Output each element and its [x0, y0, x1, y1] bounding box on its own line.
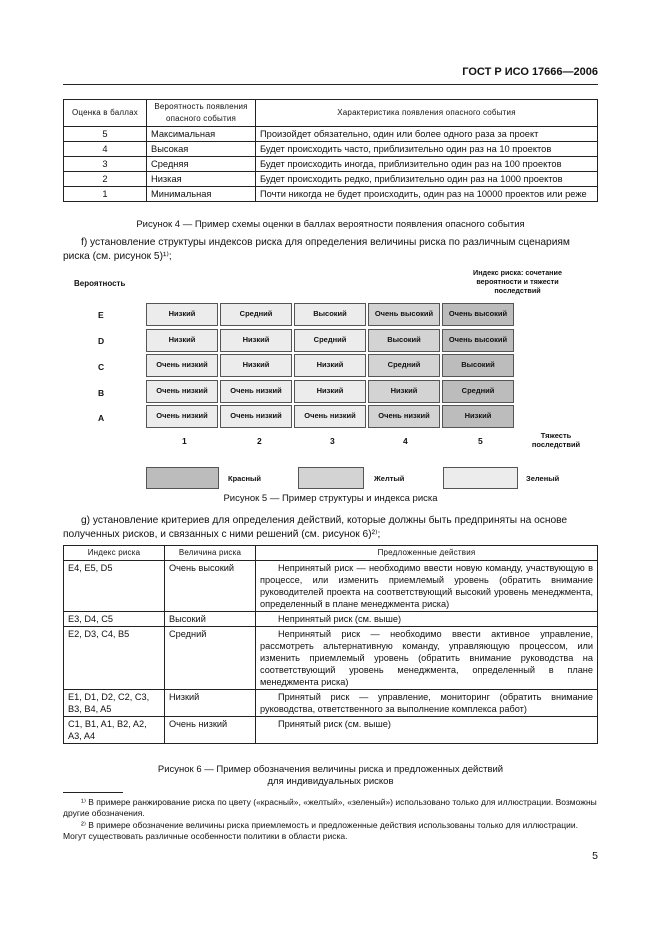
table-header: Индекс риска: [64, 546, 165, 561]
risk-cell: Очень низкий: [146, 405, 218, 428]
table-cell: E1, D1, D2, C2, C3, B3, B4, A5: [64, 690, 165, 717]
table-cell: Средняя: [147, 157, 256, 172]
risk-cell: Низкий: [220, 329, 292, 352]
risk-cell: Низкий: [220, 354, 292, 377]
table-row: [64, 561, 598, 612]
footnote-2: ²⁾ В примере обозначение величины риска приемлемость и предложенные действия использованы только для иллюстрации. Могут существовать различные особенности политики в области риска.: [63, 820, 578, 841]
risk-actions-table: [63, 545, 598, 744]
document-id: ГОСТ Р ИСО 17666—2006: [462, 66, 598, 78]
risk-cell: Средний: [368, 354, 440, 377]
risk-cell: Средний: [294, 329, 366, 352]
risk-cell: Очень низкий: [220, 380, 292, 403]
risk-cell: Очень низкий: [146, 380, 218, 403]
figure-4-caption: Рисунок 4 — Пример схемы оценки в баллах вероятности появления опасного события: [136, 219, 525, 230]
table-row: [64, 717, 598, 744]
footnote-1: ¹⁾ В примере ранжирование риска по цвету («красный», «желтый», «зеленый») использовано только для иллюстрации. Возможны другие обозначения.: [63, 797, 597, 818]
table-cell: 5: [64, 127, 147, 142]
legend-swatch-green: [443, 467, 518, 489]
caption-line: Рисунок 6 — Пример обозначения величины риска и предложенных действий: [157, 764, 504, 775]
table-cell: Будет происходить иногда, приблизительно один раз на 100 проектов: [256, 157, 598, 172]
table-cell: Низкая: [147, 172, 256, 187]
figure-6-caption: [63, 764, 598, 788]
table-cell: Средний: [165, 627, 256, 690]
row-label: A: [98, 413, 105, 423]
row-label: C: [98, 362, 105, 372]
footnote-separator: [63, 792, 123, 793]
table-cell: Принятый риск (см. выше): [256, 717, 598, 744]
risk-cell: Низкий: [294, 380, 366, 403]
table-cell: Низкий: [165, 690, 256, 717]
table-header: Величина риска: [165, 546, 256, 561]
risk-cell: Очень высокий: [368, 303, 440, 326]
legend-label: Красный: [228, 474, 262, 483]
risk-cell: Низкий: [442, 405, 514, 428]
risk-cell: Очень низкий: [368, 405, 440, 428]
table-header: Вероятность появления опасного события: [147, 100, 256, 127]
y-axis-title: Вероятность: [74, 279, 126, 288]
risk-cell: Очень низкий: [146, 354, 218, 377]
legend-swatch-yellow: [298, 467, 364, 489]
risk-cell: Очень низкий: [220, 405, 292, 428]
risk-cell: Очень высокий: [442, 303, 514, 326]
corner-label: Индекс риска: сочетание вероятности и тяжести последствий: [473, 268, 562, 295]
column-label: 3: [330, 436, 335, 446]
table-header: Предложенные действия: [256, 546, 598, 561]
table-cell: Произойдет обязательно, один или более одного раза за проект: [256, 127, 598, 142]
x-axis-title: Тяжесть последствий: [531, 431, 581, 449]
column-label: 4: [403, 436, 408, 446]
page-number: 5: [592, 850, 598, 862]
risk-cell: Высокий: [442, 354, 514, 377]
table-cell: Непринятый риск (см. выше): [256, 612, 598, 627]
risk-cell: Низкий: [146, 329, 218, 352]
table-cell: Высокий: [165, 612, 256, 627]
risk-cell: Очень высокий: [442, 329, 514, 352]
table-row: [64, 612, 598, 627]
table-cell: Очень высокий: [165, 561, 256, 612]
table-cell: Минимальная: [147, 187, 256, 202]
legend-swatch-red: [146, 467, 219, 489]
table-cell: Максимальная: [147, 127, 256, 142]
risk-cell: Низкий: [146, 303, 218, 326]
risk-cell: Очень низкий: [294, 405, 366, 428]
table-cell: Высокая: [147, 142, 256, 157]
table-row: [64, 627, 598, 690]
figure-5-caption: Рисунок 5 — Пример структуры и индекса риска: [223, 493, 438, 504]
table-cell: 1: [64, 187, 147, 202]
column-label: 2: [257, 436, 262, 446]
table-header: Характеристика появления опасного события: [256, 100, 598, 127]
table-cell: 2: [64, 172, 147, 187]
table-header: Оценка в баллах: [64, 100, 147, 127]
caption-line: для индивидуальных рисков: [267, 776, 394, 787]
risk-cell: Низкий: [368, 380, 440, 403]
table-cell: E4, E5, D5: [64, 561, 165, 612]
table-row: [64, 690, 598, 717]
table-cell: E2, D3, C4, B5: [64, 627, 165, 690]
table-cell: Очень низкий: [165, 717, 256, 744]
table-cell: 3: [64, 157, 147, 172]
risk-cell: Средний: [442, 380, 514, 403]
row-label: E: [98, 310, 104, 320]
risk-cell: Высокий: [368, 329, 440, 352]
paragraph-f: f) установление структуры индексов риска для определения величины риска по различным сценариям риска (см. рисунок 5)¹⁾;: [63, 237, 570, 262]
table-cell: E3, D4, C5: [64, 612, 165, 627]
risk-cell: Низкий: [294, 354, 366, 377]
table-cell: Непринятый риск — необходимо ввести новую команду, участвующую в процессе, или изменить приемлемый уровень (обратить внимание руководителей проекта на соответствующий высокий уровень менеджмента, определенный в плане менеджмента риска): [256, 561, 598, 612]
paragraph-g: g) установление критериев для определения действий, которые должны быть предприняты на основе полученных рисков, и связанных с ними решений (см. рисунок 6)²⁾;: [63, 515, 568, 540]
risk-cell: Высокий: [294, 303, 366, 326]
legend-label: Зеленый: [526, 474, 560, 483]
column-label: 5: [478, 436, 483, 446]
row-label: D: [98, 336, 105, 346]
row-label: B: [98, 388, 105, 398]
table-cell: Будет происходить редко, приблизительно один раз на 1000 проектов: [256, 172, 598, 187]
table-cell: C1, B1, A1, B2, A2, A3, A4: [64, 717, 165, 744]
table-cell: Принятый риск — управление, мониторинг (обратить внимание руководства, ответственного за выполнение комплекса работ): [256, 690, 598, 717]
table-cell: Непринятый риск — необходимо ввести активное управление, рассмотреть альтернативную команду, управляющую процессом, или изменить приемлемый уровень (обратить внимание руководства на соответствующий уровень менеджмента, определенный в плане менеджмента риска): [256, 627, 598, 690]
column-label: 1: [182, 436, 187, 446]
legend-label: Желтый: [374, 474, 405, 483]
table-cell: 4: [64, 142, 147, 157]
table-cell: Почти никогда не будет происходить, один раз на 10000 проектов или реже: [256, 187, 598, 202]
risk-cell: Средний: [220, 303, 292, 326]
table-cell: Будет происходить часто, приблизительно один раз на 10 проектов: [256, 142, 598, 157]
